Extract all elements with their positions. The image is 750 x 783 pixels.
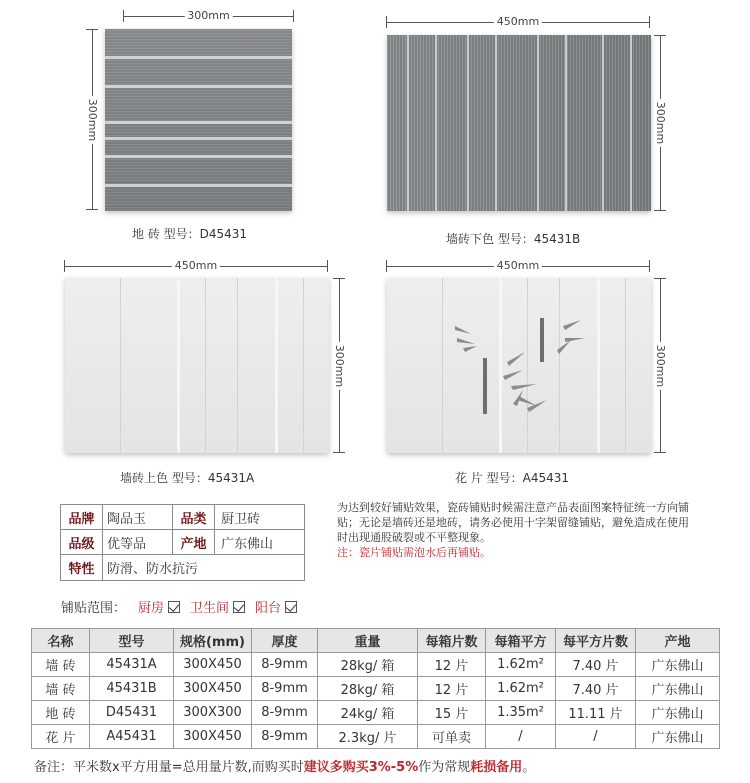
category-value: 厨卫砖 (221, 511, 261, 527)
header-weight: 重量 (318, 629, 418, 653)
bamboo-pattern-icon (387, 278, 651, 453)
grade-label: 品级 (61, 530, 103, 554)
scope-item-balcony: 阳台 (255, 597, 297, 616)
floor-tile-image (105, 29, 292, 211)
installation-warning: 注：瓷片铺贴需泡水后再铺贴。 (337, 546, 491, 559)
wall-dark-height-dimension: 300mm (654, 35, 666, 211)
installation-note-text: 为达到较好铺贴效果，瓷砖铺贴时候需注意产品表面图案特征统一方向铺贴；无论是墙砖还是地砖，请务必使用十字架留缝铺贴，避免造成在使用时出现通股破裂或不平整现象。 (337, 501, 689, 544)
header-area-per-box: 每箱平方 (486, 629, 556, 653)
wall-light-caption: 墙砖上色 型号：45431A (120, 471, 255, 485)
scope-label: 铺贴范围： (61, 601, 127, 616)
floor-height-dimension: 300mm (86, 29, 98, 210)
deco-tile-image (387, 278, 651, 453)
footer-note: 备注：平米数x平方用量=总用量片数,而购买时建议多购买3%-5%作为常规耗损备用。 (34, 760, 536, 775)
scope-item-kitchen: 厨房 (138, 597, 180, 616)
deco-width-dimension: 450mm (386, 260, 650, 272)
header-thickness: 厚度 (252, 629, 318, 653)
wall-dark-caption: 墙砖下色 型号：45431B (446, 232, 581, 246)
origin-value: 广东佛山 (221, 536, 274, 552)
scope-item-bathroom: 卫生间 (190, 597, 245, 616)
wall-light-height-dimension: 300mm (333, 278, 345, 453)
wall-dark-tile-image (387, 35, 651, 211)
floor-width-dimension: 300mm (123, 10, 294, 22)
origin-label: 产地 (173, 530, 215, 554)
checkbox-icon (233, 601, 245, 613)
brand-label: 品牌 (61, 505, 103, 529)
wall-light-tile-image (65, 278, 329, 453)
wall-light-width-dimension: 450mm (64, 260, 328, 272)
table-row: 墙 砖 45431A 300X450 8-9mm 28kg/ 箱 12 片 1.62m² 7.40 片 广东佛山 (32, 653, 720, 677)
category-label: 品类 (173, 505, 215, 529)
floor-tile-caption: 地 砖 型号：D45431 (132, 227, 248, 241)
checkbox-icon (168, 601, 180, 613)
deco-height-dimension: 300mm (654, 278, 666, 453)
table-row: 花 片 A45431 300X450 8-9mm 2.3kg/ 片 可单卖 / / 广东佛山 (32, 725, 720, 749)
brand-value: 陶品玉 (103, 505, 173, 529)
header-size: 规格(mm) (174, 629, 252, 653)
deco-caption: 花 片 型号：A45431 (455, 471, 570, 485)
feature-value: 防滑、防水抗污 (107, 562, 199, 577)
spec-row-brand (61, 505, 304, 530)
application-scope (61, 597, 297, 616)
header-origin: 产地 (636, 629, 720, 653)
checkbox-icon (285, 601, 297, 613)
spec-row-grade (61, 530, 304, 555)
wall-dark-width-dimension: 450mm (386, 16, 650, 28)
header-name: 名称 (32, 629, 90, 653)
grade-value: 优等品 (103, 530, 173, 554)
table-row: 墙 砖 45431B 300X450 8-9mm 28kg/ 箱 12 片 1.62m² 7.40 片 广东佛山 (32, 677, 720, 701)
table-row: 地 砖 D45431 300X300 8-9mm 24kg/ 箱 15 片 1.35m² 11.11 片 广东佛山 (32, 701, 720, 725)
header-pieces-per-sqm: 每平方片数 (556, 629, 636, 653)
table-header-row (32, 629, 720, 653)
spec-box (60, 504, 305, 581)
header-pieces-per-box: 每箱片数 (418, 629, 486, 653)
installation-note (337, 500, 697, 560)
spec-row-feature (61, 555, 304, 580)
feature-label: 特性 (61, 555, 103, 580)
header-model: 型号 (90, 629, 174, 653)
product-table (31, 628, 720, 749)
